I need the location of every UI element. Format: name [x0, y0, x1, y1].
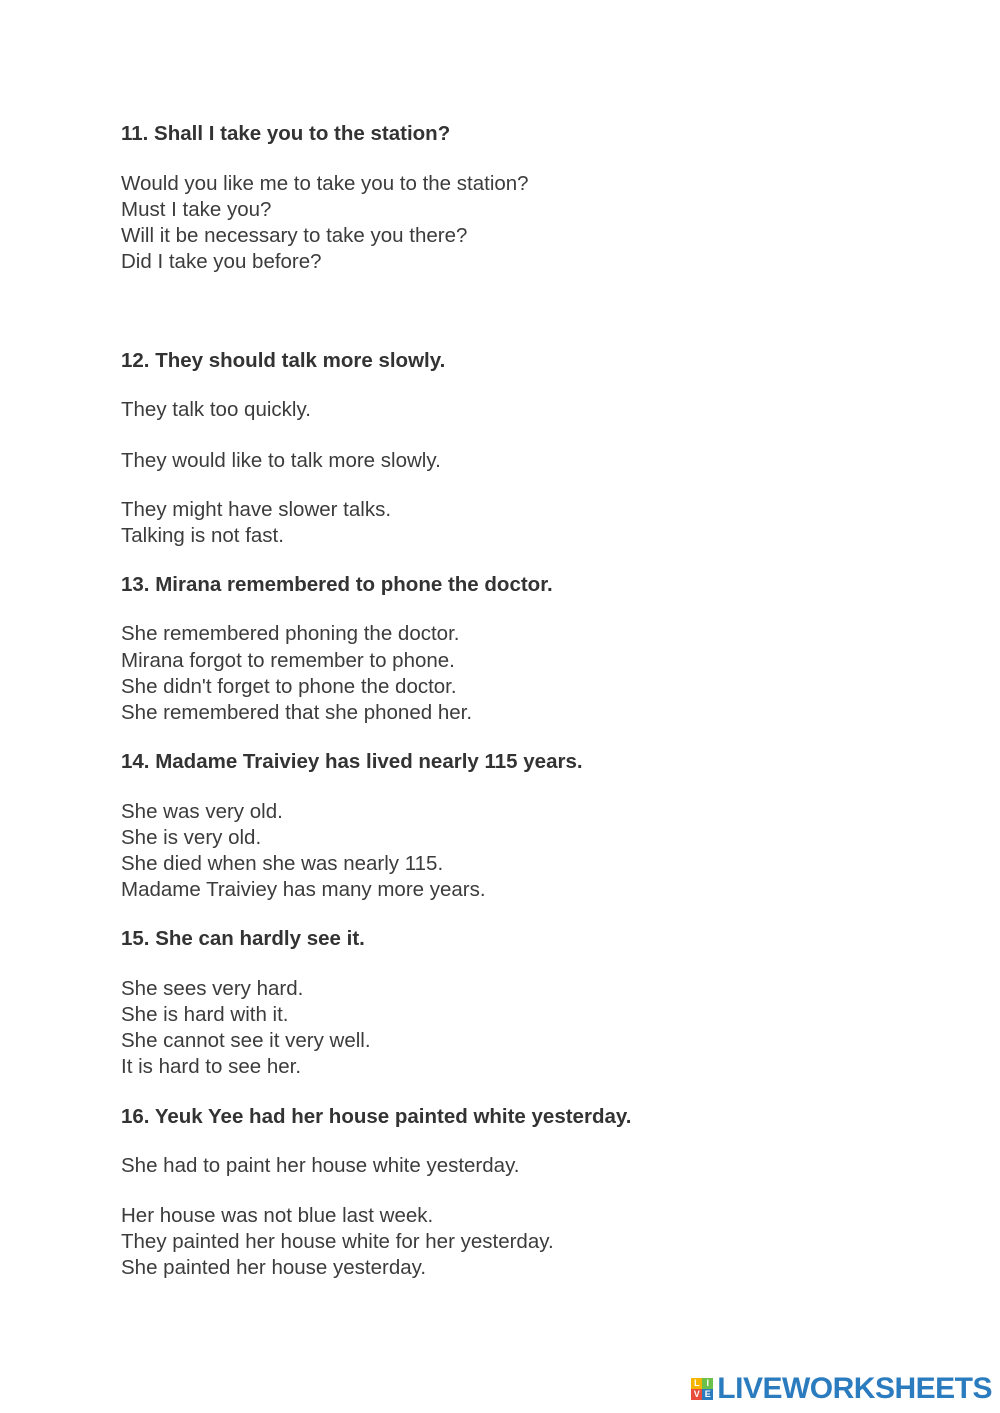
logo-mark-e: E	[702, 1389, 713, 1400]
question-15-option-c[interactable]: She cannot see it very well.	[121, 1029, 371, 1052]
question-16-option-d[interactable]: She painted her house yesterday.	[121, 1256, 427, 1279]
question-15-option-a[interactable]: She sees very hard.	[121, 977, 304, 1000]
question-14-option-d[interactable]: Madame Traiviey has many more years.	[121, 878, 486, 901]
question-13-option-d[interactable]: She remembered that she phoned her.	[121, 701, 473, 724]
question-12-option-b[interactable]: They would like to talk more slowly.	[121, 449, 441, 472]
question-11-option-a[interactable]: Would you like me to take you to the station?	[121, 172, 529, 195]
logo-wordmark: LIVEWORKSHEETS	[717, 1372, 992, 1405]
question-14-option-b[interactable]: She is very old.	[121, 826, 262, 849]
question-13-option-a[interactable]: She remembered phoning the doctor.	[121, 622, 460, 645]
question-14-option-c[interactable]: She died when she was nearly 115.	[121, 852, 444, 875]
liveworksheets-logo	[691, 1369, 992, 1409]
question-12-option-a[interactable]: They talk too quickly.	[121, 398, 311, 421]
logo-mark-v: V	[691, 1389, 702, 1400]
question-16-title: 16. Yeuk Yee had her house painted white yesterday.	[121, 1105, 632, 1128]
question-13-option-c[interactable]: She didn't forget to phone the doctor.	[121, 675, 457, 698]
question-13-title: 13. Mirana remembered to phone the doctor.	[121, 573, 553, 596]
question-11-title: 11. Shall I take you to the station?	[121, 122, 451, 145]
question-12-title: 12. They should talk more slowly.	[121, 349, 446, 372]
question-15-title: 15. She can hardly see it.	[121, 927, 365, 950]
question-16-option-a[interactable]: She had to paint her house white yesterday.	[121, 1154, 520, 1177]
question-16-option-c[interactable]: They painted her house white for her yesterday.	[121, 1230, 554, 1253]
question-11-option-c[interactable]: Will it be necessary to take you there?	[121, 224, 468, 247]
liveworksheets-logo-icon	[691, 1378, 713, 1400]
question-14-title: 14. Madame Traiviey has lived nearly 115 years.	[121, 750, 583, 773]
question-11-option-d[interactable]: Did I take you before?	[121, 250, 322, 273]
question-11-option-b[interactable]: Must I take you?	[121, 198, 272, 221]
question-15-option-b[interactable]: She is hard with it.	[121, 1003, 289, 1026]
question-13-option-b[interactable]: Mirana forgot to remember to phone.	[121, 649, 455, 672]
question-14-option-a[interactable]: She was very old.	[121, 800, 283, 823]
question-15-option-d[interactable]: It is hard to see her.	[121, 1055, 302, 1078]
logo-mark-i: I	[702, 1378, 713, 1389]
question-12-option-d[interactable]: Talking is not fast.	[121, 524, 284, 547]
logo-mark-l: L	[691, 1378, 702, 1389]
question-16-option-b[interactable]: Her house was not blue last week.	[121, 1204, 434, 1227]
question-12-option-c[interactable]: They might have slower talks.	[121, 498, 392, 521]
